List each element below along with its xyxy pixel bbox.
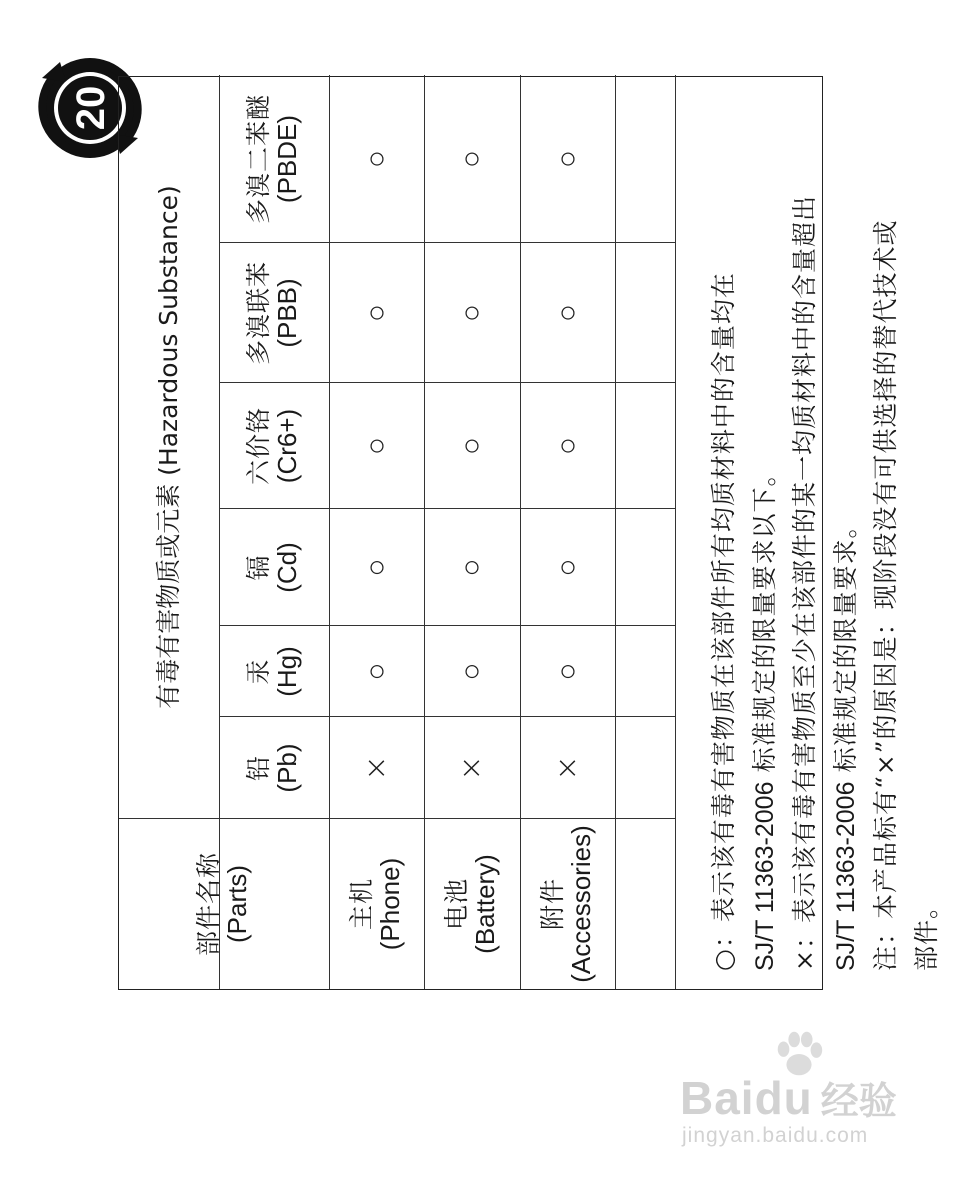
watermark-brand: Baidu [680,1072,813,1124]
note-line-2: SJ/T 11363-2006 标准规定的限量要求以下。 [749,460,779,971]
mark-battery-pb: × [454,755,490,781]
substance-header-pbb: 多溴联苯 (PBB) [244,261,303,366]
baidu-watermark [680,1040,940,1150]
mark-accessories-pb: × [549,755,585,781]
hazard-header [119,75,219,819]
hazardous-substance-table [118,76,941,990]
parts-header-en: (Parts) [222,865,253,943]
mark-accessories-hg: ○ [549,662,585,681]
mark-phone-cd: ○ [358,558,394,577]
substance-header-pb: 铅 (Pb) [244,743,303,793]
substance-header-pbde: 多溴二苯醚 (PBDE) [244,94,303,225]
substance-header-hg: 汞 (Hg) [244,646,303,697]
mark-accessories-cd: ○ [549,558,585,577]
parts-header-cn: 部件名称 [194,852,224,957]
mark-accessories-pbde: ○ [549,149,585,169]
mark-battery-cd: ○ [454,558,490,577]
note-line-1: ○：表示该有毒有害物质在该部件所有均质材料中的含量均在 [709,272,738,971]
part-name-phone: 主机 (Phone) [346,857,405,951]
part-name-battery: 电池 (Battery) [442,854,501,954]
part-name-accessories: 附件 (Accessories) [537,825,596,983]
mark-phone-pb: × [358,755,394,781]
mark-phone-pbde: ○ [358,149,394,169]
note-line-6: 部件。 [911,892,941,971]
note-line-4: SJ/T 11363-2006 标准规定的限量要求。 [830,512,860,971]
hazard-header-title: 有毒有害物质或元素 (Hazardous Substance) [154,185,183,709]
watermark-url: jingyan.baidu.com [682,1124,869,1147]
watermark-brand-cn: 经验 [820,1079,897,1123]
mark-accessories-pbb: ○ [549,303,585,323]
note-line-5: 注：本产品标有“×”的原因是：现阶段没有可供选择的替代技术或 [871,219,900,971]
mark-battery-cr6: ○ [454,436,490,456]
note-line-3: ×：表示该有毒有害物质至少在该部件的某一均质材料中的含量超出 [790,195,819,971]
parts-header [119,819,329,989]
mark-battery-pbde: ○ [454,149,490,169]
notes-section [704,91,947,971]
mark-phone-cr6: ○ [358,436,394,456]
mark-battery-pbb: ○ [454,303,490,323]
mark-accessories-cr6: ○ [549,436,585,456]
mark-battery-hg: ○ [454,662,490,681]
substance-header-cr6: 六价铬 (Cr6+) [244,407,303,486]
mark-phone-pbb: ○ [358,303,394,323]
substance-header-cd: 镉 (Cd) [244,542,303,593]
badge-number: 20 [69,85,113,131]
mark-phone-hg: ○ [358,662,394,681]
